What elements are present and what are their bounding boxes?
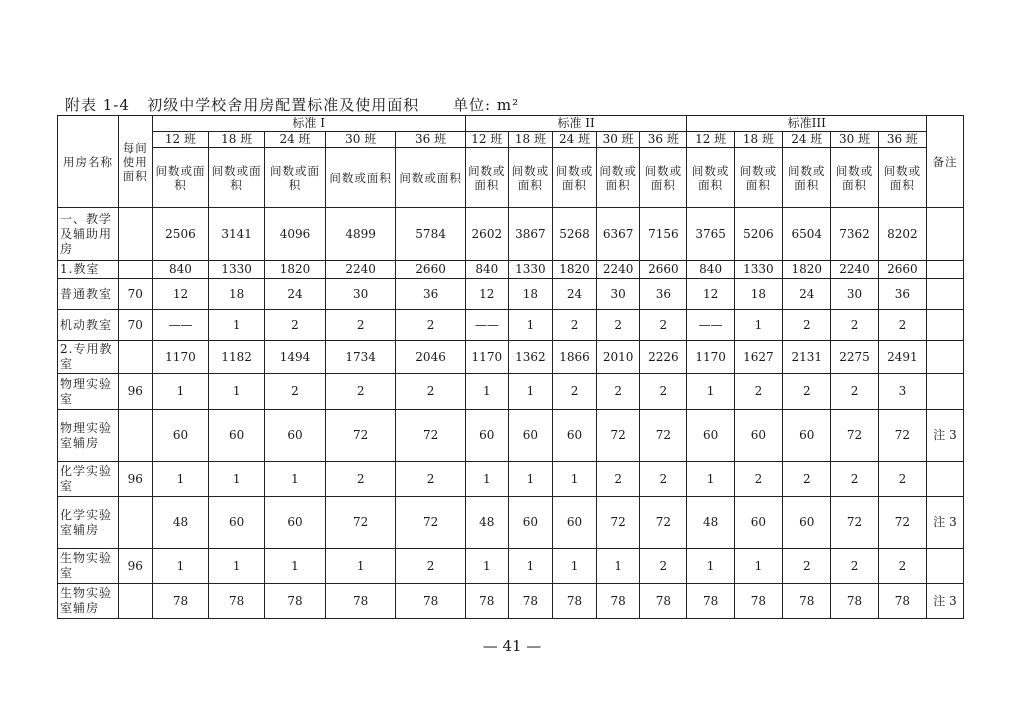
value-cell: 1330 — [734, 261, 782, 279]
value-cell: 8202 — [878, 208, 926, 261]
value-cell: 1 — [209, 310, 265, 341]
value-cell: 1 — [508, 462, 552, 497]
value-cell: 78 — [209, 584, 265, 619]
value-cell: 48 — [152, 497, 209, 549]
header-standard-2: 标准 II — [465, 116, 687, 132]
value-cell: 78 — [396, 584, 465, 619]
value-cell: 12 — [465, 279, 508, 310]
value-cell: 1170 — [465, 341, 508, 374]
value-cell: 5268 — [552, 208, 596, 261]
header-count-or-area: 间数或面积 — [878, 148, 926, 208]
value-cell: 1170 — [152, 341, 209, 374]
value-cell: 3867 — [508, 208, 552, 261]
value-cell: 2 — [552, 374, 596, 410]
value-cell: 1 — [265, 549, 326, 584]
value-cell: 2 — [552, 310, 596, 341]
header-count-or-area: 间数或面积 — [152, 148, 209, 208]
value-cell: 2 — [878, 462, 926, 497]
value-cell: 2 — [396, 310, 465, 341]
value-cell: 2131 — [783, 341, 831, 374]
header-count-or-area: 间数或面积 — [508, 148, 552, 208]
value-cell: 2 — [396, 374, 465, 410]
value-cell: 840 — [152, 261, 209, 279]
area-per-room-cell — [118, 208, 152, 261]
value-cell: 1494 — [265, 341, 326, 374]
value-cell: 18 — [734, 279, 782, 310]
value-cell: 2 — [396, 462, 465, 497]
value-cell: 36 — [640, 279, 687, 310]
value-cell: 5206 — [734, 208, 782, 261]
value-cell: 1 — [209, 374, 265, 410]
value-cell: 60 — [152, 410, 209, 462]
value-cell: 7156 — [640, 208, 687, 261]
header-count-or-area: 间数或面积 — [640, 148, 687, 208]
value-cell: —— — [465, 310, 508, 341]
value-cell: 72 — [325, 410, 395, 462]
value-cell: 78 — [734, 584, 782, 619]
room-configuration-table — [57, 115, 964, 619]
value-cell: 1820 — [265, 261, 326, 279]
header-count-or-area: 间数或面积 — [687, 148, 734, 208]
value-cell: 7362 — [831, 208, 878, 261]
table-caption — [65, 94, 519, 115]
value-cell: 60 — [783, 497, 831, 549]
remark-cell: 注 3 — [927, 584, 964, 619]
value-cell: 72 — [878, 497, 926, 549]
value-cell: 1866 — [552, 341, 596, 374]
table-row — [58, 549, 964, 584]
value-cell: 1182 — [209, 341, 265, 374]
value-cell: 78 — [325, 584, 395, 619]
area-per-room-cell — [118, 584, 152, 619]
room-name-cell: 生物实验室 — [58, 549, 119, 584]
remark-cell: 注 3 — [927, 410, 964, 462]
value-cell: 2 — [783, 462, 831, 497]
value-cell: 4899 — [325, 208, 395, 261]
value-cell: 72 — [640, 497, 687, 549]
header-class-count: 30 班 — [597, 132, 640, 148]
value-cell: 1627 — [734, 341, 782, 374]
header-class-count: 18 班 — [734, 132, 782, 148]
value-cell: 3765 — [687, 208, 734, 261]
value-cell: 1 — [687, 462, 734, 497]
header-class-count: 18 班 — [209, 132, 265, 148]
value-cell: 2 — [783, 310, 831, 341]
header-count-or-area: 间数或面积 — [209, 148, 265, 208]
area-per-room-cell: 70 — [118, 279, 152, 310]
value-cell: 60 — [552, 410, 596, 462]
remark-cell — [927, 341, 964, 374]
value-cell: 1 — [597, 549, 640, 584]
remark-cell — [927, 279, 964, 310]
header-standard-3: 标准III — [687, 116, 927, 132]
area-per-room-cell — [118, 341, 152, 374]
value-cell: 2 — [597, 462, 640, 497]
value-cell: 72 — [325, 497, 395, 549]
value-cell: 1 — [209, 549, 265, 584]
area-per-room-cell — [118, 497, 152, 549]
value-cell: 1 — [734, 549, 782, 584]
table-row — [58, 279, 964, 310]
value-cell: 2240 — [597, 261, 640, 279]
value-cell: 2010 — [597, 341, 640, 374]
value-cell: 2 — [325, 310, 395, 341]
value-cell: 24 — [783, 279, 831, 310]
value-cell: 72 — [597, 497, 640, 549]
value-cell: 2 — [597, 310, 640, 341]
value-cell: 1 — [508, 374, 552, 410]
remark-cell — [927, 208, 964, 261]
value-cell: 4096 — [265, 208, 326, 261]
room-name-cell: 1.教室 — [58, 261, 119, 279]
value-cell: 60 — [508, 497, 552, 549]
value-cell: 840 — [687, 261, 734, 279]
value-cell: —— — [687, 310, 734, 341]
value-cell: 3 — [878, 374, 926, 410]
header-class-count: 12 班 — [687, 132, 734, 148]
area-per-room-cell — [118, 410, 152, 462]
value-cell: 60 — [465, 410, 508, 462]
value-cell: 78 — [265, 584, 326, 619]
header-standard-1: 标准 I — [152, 116, 465, 132]
value-cell: 78 — [597, 584, 640, 619]
remark-cell — [927, 310, 964, 341]
header-class-count: 24 班 — [552, 132, 596, 148]
room-name-cell: 普通教室 — [58, 279, 119, 310]
header-count-or-area: 间数或面积 — [783, 148, 831, 208]
value-cell: 72 — [831, 497, 878, 549]
value-cell: 72 — [831, 410, 878, 462]
value-cell: 1 — [687, 549, 734, 584]
header-count-or-area: 间数或面积 — [325, 148, 395, 208]
value-cell: 2 — [831, 549, 878, 584]
table-title: 初级中学校舍用房配置标准及使用面积 — [147, 96, 420, 114]
value-cell: 36 — [396, 279, 465, 310]
remark-cell — [927, 374, 964, 410]
value-cell: 1734 — [325, 341, 395, 374]
value-cell: 2 — [734, 374, 782, 410]
value-cell: 2602 — [465, 208, 508, 261]
table-row — [58, 374, 964, 410]
header-area-per-room: 每间使用面积 — [118, 116, 152, 208]
header-class-count: 18 班 — [508, 132, 552, 148]
value-cell: 1 — [734, 310, 782, 341]
remark-cell — [927, 261, 964, 279]
value-cell: 1820 — [783, 261, 831, 279]
room-name-cell: 物理实验室辅房 — [58, 410, 119, 462]
value-cell: 72 — [640, 410, 687, 462]
header-count-or-area: 间数或面积 — [396, 148, 465, 208]
value-cell: 2226 — [640, 341, 687, 374]
value-cell: 48 — [687, 497, 734, 549]
value-cell: 18 — [209, 279, 265, 310]
table-row — [58, 310, 964, 341]
value-cell: 840 — [465, 261, 508, 279]
value-cell: 18 — [508, 279, 552, 310]
header-row-classes — [58, 132, 964, 148]
table-row — [58, 497, 964, 549]
room-name-cell: 化学实验室辅房 — [58, 497, 119, 549]
header-count-or-area: 间数或面积 — [552, 148, 596, 208]
remark-cell — [927, 462, 964, 497]
header-class-count: 30 班 — [831, 132, 878, 148]
value-cell: 60 — [783, 410, 831, 462]
table-row — [58, 410, 964, 462]
header-remarks: 备注 — [927, 116, 964, 208]
value-cell: 1 — [152, 462, 209, 497]
table-row — [58, 584, 964, 619]
value-cell: 1 — [465, 374, 508, 410]
header-class-count: 30 班 — [325, 132, 395, 148]
value-cell: 72 — [396, 497, 465, 549]
value-cell: 2 — [878, 310, 926, 341]
header-count-or-area: 间数或面积 — [465, 148, 508, 208]
room-name-cell: 物理实验室 — [58, 374, 119, 410]
value-cell: 1 — [687, 374, 734, 410]
room-name-cell: 一、教学及辅助用房 — [58, 208, 119, 261]
header-count-or-area: 间数或面积 — [597, 148, 640, 208]
page-number: — 41 — — [482, 637, 542, 655]
value-cell: 2660 — [640, 261, 687, 279]
table-row — [58, 261, 964, 279]
value-cell: 2240 — [831, 261, 878, 279]
room-name-cell: 化学实验室 — [58, 462, 119, 497]
value-cell: 5784 — [396, 208, 465, 261]
value-cell: 48 — [465, 497, 508, 549]
table-row — [58, 462, 964, 497]
value-cell: 60 — [734, 410, 782, 462]
remark-cell — [927, 549, 964, 584]
value-cell: 1 — [152, 374, 209, 410]
table-number: 附表 1-4 — [65, 96, 130, 114]
value-cell: 6367 — [597, 208, 640, 261]
value-cell: 2 — [831, 310, 878, 341]
header-class-count: 24 班 — [783, 132, 831, 148]
value-cell: 2 — [640, 374, 687, 410]
header-count-or-area: 间数或面积 — [265, 148, 326, 208]
area-per-room-cell: 70 — [118, 310, 152, 341]
value-cell: 60 — [265, 410, 326, 462]
room-name-cell: 机动教室 — [58, 310, 119, 341]
header-row-standards — [58, 116, 964, 132]
value-cell: 60 — [209, 410, 265, 462]
value-cell: 1 — [508, 310, 552, 341]
table-row — [58, 341, 964, 374]
value-cell: 2 — [878, 549, 926, 584]
value-cell: 3141 — [209, 208, 265, 261]
value-cell: 78 — [878, 584, 926, 619]
value-cell: 24 — [552, 279, 596, 310]
area-per-room-cell — [118, 261, 152, 279]
value-cell: 12 — [687, 279, 734, 310]
value-cell: 2046 — [396, 341, 465, 374]
value-cell: 2 — [640, 310, 687, 341]
value-cell: 78 — [152, 584, 209, 619]
value-cell: 60 — [508, 410, 552, 462]
value-cell: 2 — [396, 549, 465, 584]
value-cell: 24 — [265, 279, 326, 310]
value-cell: 1 — [552, 462, 596, 497]
value-cell: 2 — [325, 462, 395, 497]
header-count-or-area: 间数或面积 — [734, 148, 782, 208]
value-cell: 1 — [209, 462, 265, 497]
header-room-name: 用房名称 — [58, 116, 119, 208]
value-cell: 2660 — [396, 261, 465, 279]
table-row — [58, 208, 964, 261]
header-class-count: 12 班 — [152, 132, 209, 148]
value-cell: 30 — [831, 279, 878, 310]
area-per-room-cell: 96 — [118, 374, 152, 410]
value-cell: 30 — [597, 279, 640, 310]
header-class-count: 36 班 — [878, 132, 926, 148]
header-count-or-area: 间数或面积 — [831, 148, 878, 208]
header-row-sublabels — [58, 148, 964, 208]
value-cell: 2506 — [152, 208, 209, 261]
area-per-room-cell: 96 — [118, 549, 152, 584]
value-cell: 2 — [640, 462, 687, 497]
value-cell: 60 — [734, 497, 782, 549]
value-cell: 78 — [640, 584, 687, 619]
value-cell: 60 — [265, 497, 326, 549]
value-cell: 78 — [508, 584, 552, 619]
value-cell: 1 — [508, 549, 552, 584]
value-cell: 2 — [734, 462, 782, 497]
value-cell: 72 — [396, 410, 465, 462]
value-cell: 2 — [783, 374, 831, 410]
value-cell: 1362 — [508, 341, 552, 374]
value-cell: 2 — [640, 549, 687, 584]
value-cell: 2 — [325, 374, 395, 410]
value-cell: 2 — [831, 374, 878, 410]
value-cell: 2 — [831, 462, 878, 497]
value-cell: 2491 — [878, 341, 926, 374]
value-cell: 1 — [465, 462, 508, 497]
table-unit: 单位: m² — [453, 96, 520, 114]
value-cell: 1820 — [552, 261, 596, 279]
value-cell: 2 — [783, 549, 831, 584]
value-cell: 1 — [265, 462, 326, 497]
value-cell: 1 — [465, 549, 508, 584]
value-cell: 60 — [209, 497, 265, 549]
value-cell: 78 — [831, 584, 878, 619]
value-cell: 2 — [265, 374, 326, 410]
value-cell: 78 — [552, 584, 596, 619]
value-cell: 2275 — [831, 341, 878, 374]
value-cell: 78 — [465, 584, 508, 619]
value-cell: 12 — [152, 279, 209, 310]
value-cell: 1330 — [209, 261, 265, 279]
value-cell: 2 — [597, 374, 640, 410]
room-name-cell: 生物实验室辅房 — [58, 584, 119, 619]
header-class-count: 36 班 — [640, 132, 687, 148]
value-cell: 1 — [152, 549, 209, 584]
value-cell: 2240 — [325, 261, 395, 279]
header-class-count: 36 班 — [396, 132, 465, 148]
value-cell: 72 — [597, 410, 640, 462]
area-per-room-cell: 96 — [118, 462, 152, 497]
value-cell: 78 — [783, 584, 831, 619]
value-cell: 1 — [325, 549, 395, 584]
value-cell: 2660 — [878, 261, 926, 279]
remark-cell: 注 3 — [927, 497, 964, 549]
header-class-count: 24 班 — [265, 132, 326, 148]
value-cell: 1170 — [687, 341, 734, 374]
value-cell: 30 — [325, 279, 395, 310]
value-cell: 60 — [552, 497, 596, 549]
value-cell: 78 — [687, 584, 734, 619]
value-cell: 1 — [552, 549, 596, 584]
value-cell: 36 — [878, 279, 926, 310]
room-name-cell: 2.专用教室 — [58, 341, 119, 374]
value-cell: 60 — [687, 410, 734, 462]
value-cell: 2 — [265, 310, 326, 341]
value-cell: 6504 — [783, 208, 831, 261]
header-class-count: 12 班 — [465, 132, 508, 148]
value-cell: —— — [152, 310, 209, 341]
value-cell: 72 — [878, 410, 926, 462]
value-cell: 1330 — [508, 261, 552, 279]
